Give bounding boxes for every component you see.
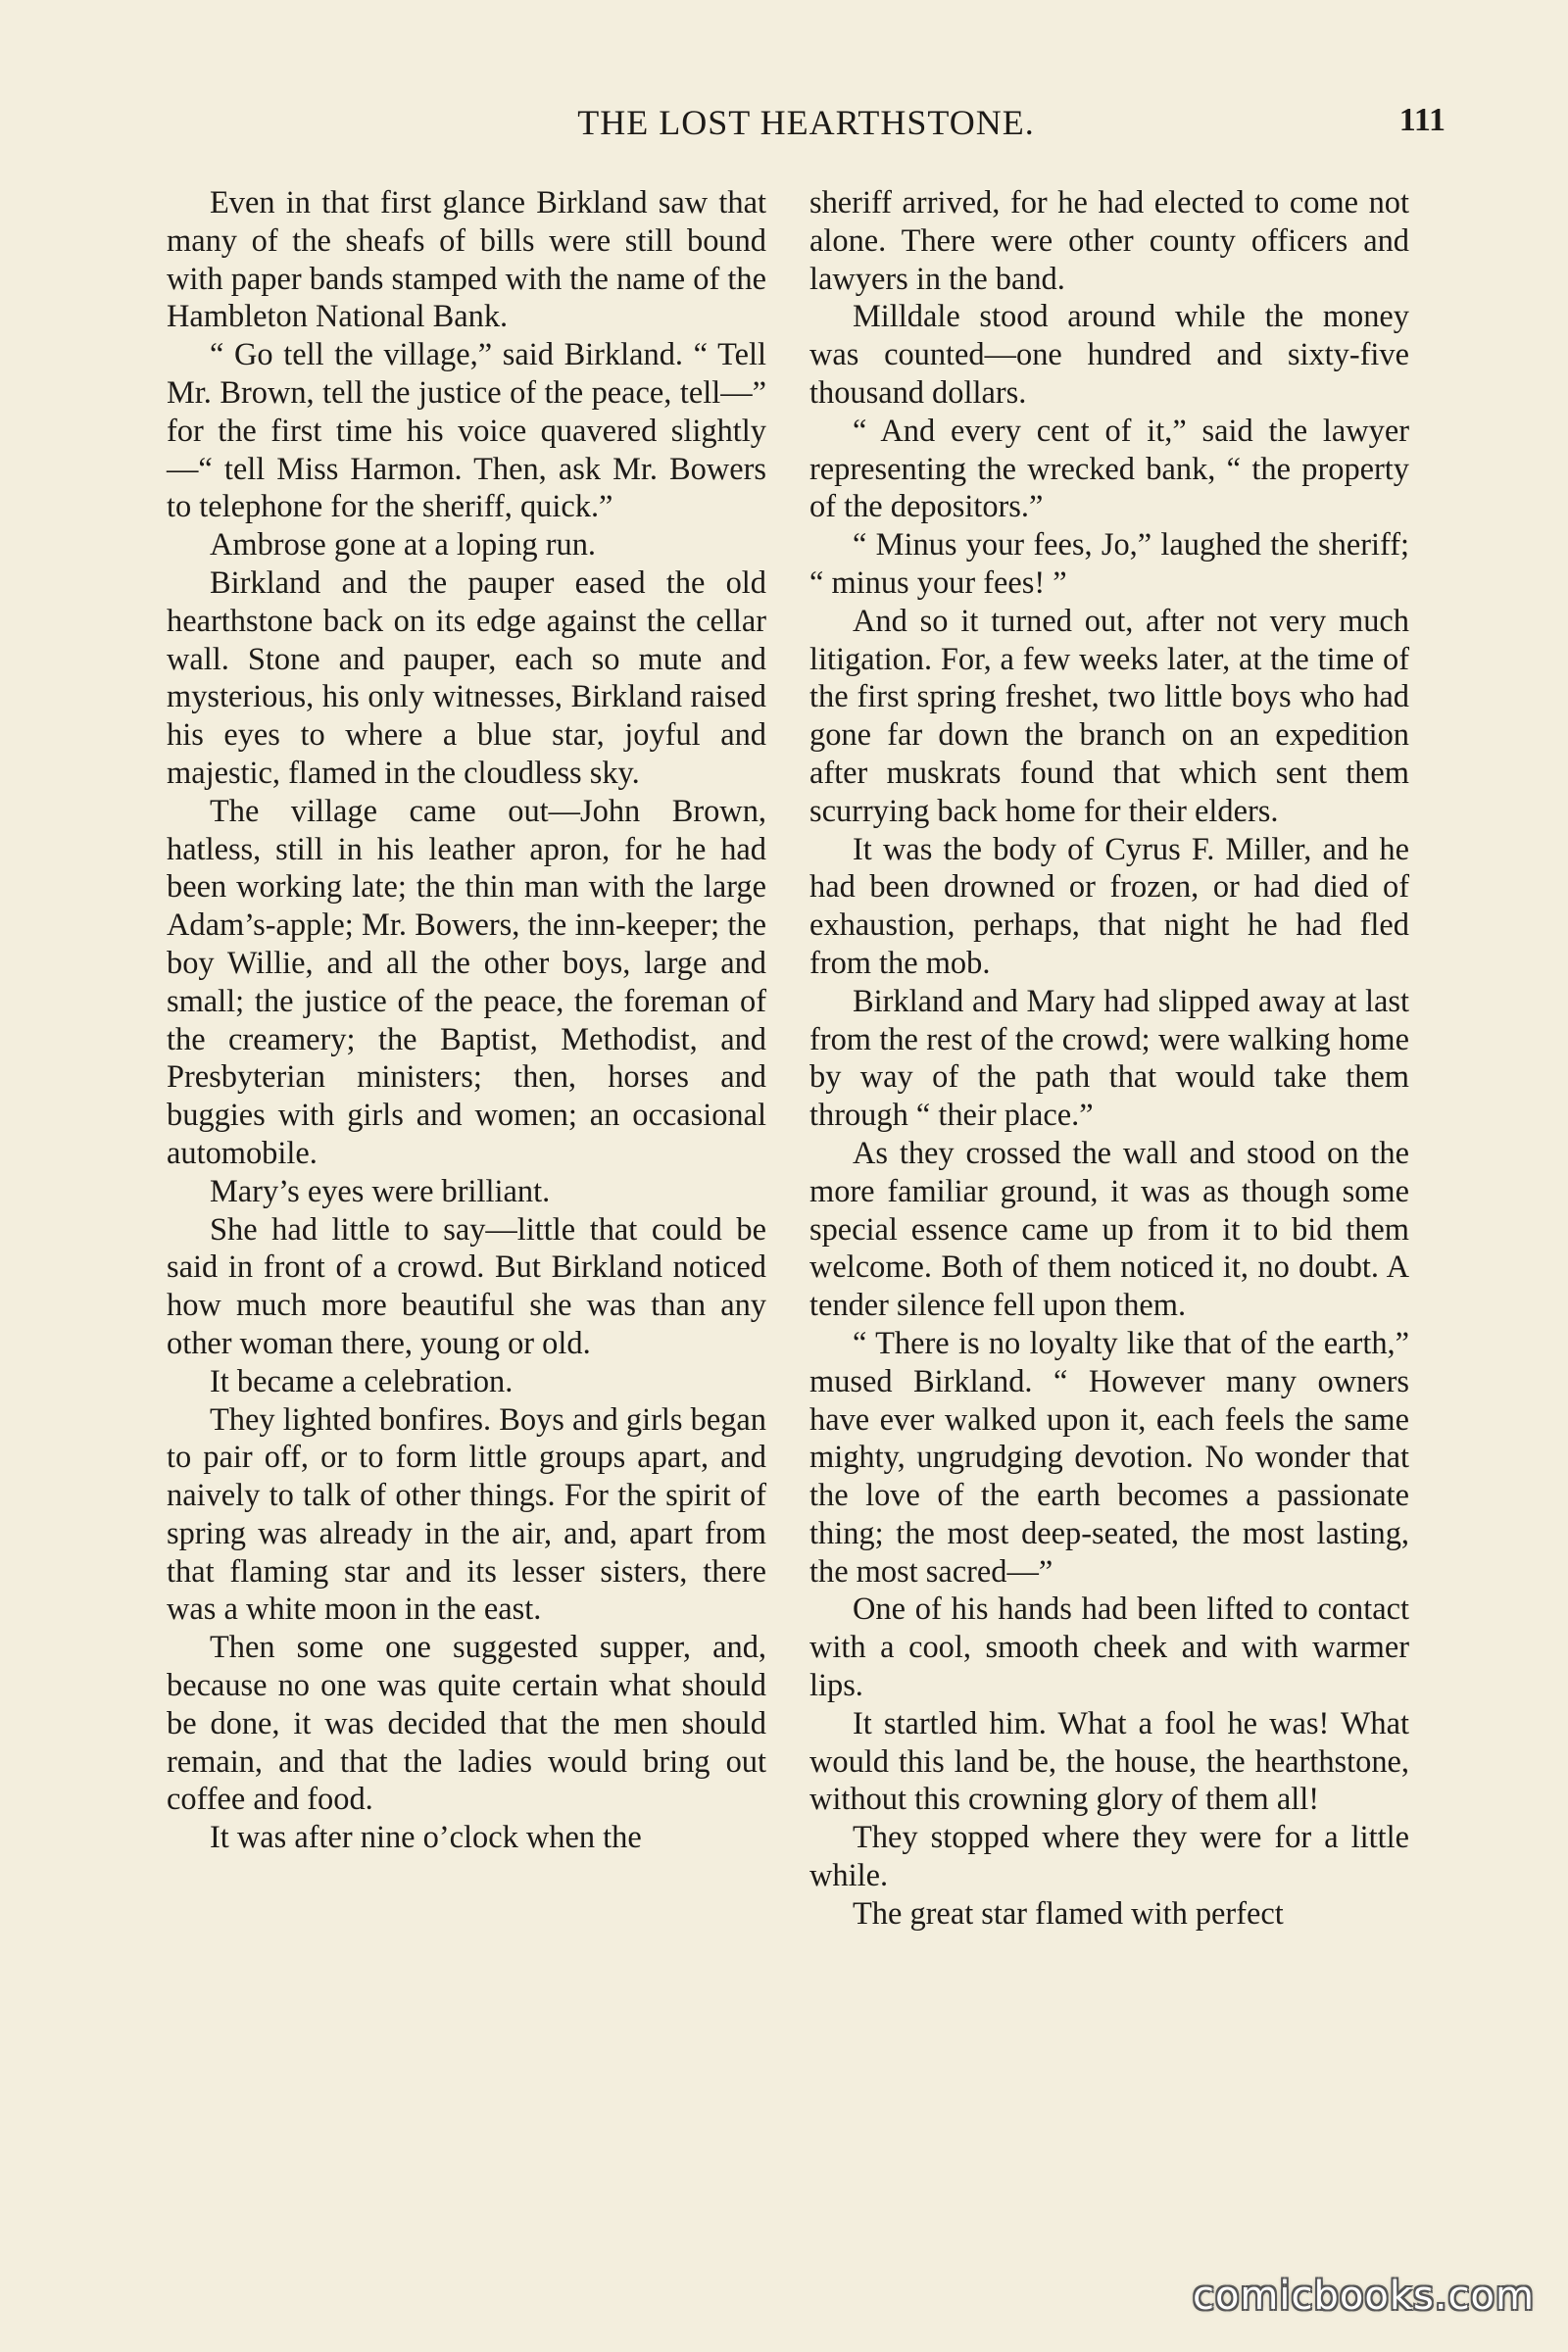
paragraph: “ Minus your fees, Jo,” laughed the sheriff; “ minus your fees! ” [809, 527, 1409, 601]
paragraph: “ And every cent of it,” said the lawyer representing the wrecked bank, “ the property of the depositors.” [809, 413, 1409, 525]
left-column [167, 184, 766, 2232]
paragraph: sheriff arrived, for he had elected to come not alone. There were other county officers and lawyers in the band. [809, 185, 1409, 297]
paragraph: The village came out—John Brown, hatless, still in his leather apron, for he had been working late; the thin man with the large Adam’s-apple; Mr. Bowers, the inn-keeper; the boy Willie, and all the other boys, large and small; the justice of the peace, the foreman of the creamery; the Baptist, Methodist, and Presbyterian ministers; then, horses and buggies with girls and women; an occasional automobile. [167, 793, 766, 1171]
paragraph: Birkland and the pauper eased the old hearthstone back on its edge against the cellar wall. Stone and pauper, each so mute and mysterious, his only witnesses, Birkland raised his eyes to where a blue star, joyful and majestic, flamed in the cloudless sky. [167, 564, 766, 791]
paragraph: Birkland and Mary had slipped away at last from the rest of the crowd; were walking home by way of the path that would take them through “ their place.” [809, 983, 1409, 1134]
page-header [167, 102, 1446, 149]
paragraph: Even in that first glance Birkland saw that many of the sheafs of bills were still bound with paper bands stamped with the name of the Hambleton National Bank. [167, 185, 766, 335]
paragraph: Mary’s eyes were brilliant. [210, 1173, 551, 1209]
running-title: THE LOST HEARTHSTONE. [577, 103, 1035, 142]
paragraph: It startled him. What a fool he was! What would this land be, the house, the hearthstone, without this crowning glory of them all! [809, 1705, 1409, 1818]
paragraph: They lighted bonfires. Boys and girls began to pair off, or to form little groups apart, and naively to talk of other things. For the spirit of spring was already in the air, and, apart from that flaming star and its lesser sisters, there was a white moon in the east. [167, 1401, 766, 1628]
paragraph: As they crossed the wall and stood on the more familiar ground, it was as though some special essence came up from it to bid them welcome. Both of them noticed it, no doubt. A tender silence fell upon them. [809, 1135, 1409, 1324]
right-column [809, 184, 1409, 2232]
paragraph: “ Go tell the village,” said Birkland. “ Tell Mr. Brown, tell the justice of the peace, tell—” for the first time his voice quavered slightly—“ tell Miss Harmon. Then, ask Mr. Bowers to telephone for the sheriff, quick.” [167, 337, 766, 525]
paragraph: Then some one suggested supper, and, because no one was quite certain what should be done, it was decided that the men should remain, and that the ladies would bring out coffee and food. [167, 1630, 766, 1818]
paragraph: And so it turned out, after not very much litigation. For, a few weeks later, at the time of the first spring freshet, two little boys who had gone far down the branch on an expedition after muskrats found that which sent them scurrying back home for their elders. [809, 603, 1409, 829]
paragraph: One of his hands had been lifted to contact with a cool, smooth cheek and with warmer lips. [809, 1592, 1409, 1704]
watermark: comicbooks.com [1192, 2274, 1535, 2319]
paragraph: It became a celebration. [210, 1363, 514, 1399]
paragraph: “ There is no loyalty like that of the earth,” mused Birkland. “ However many owners have ever walked upon it, each feels the same mighty, ungrudging devotion. No wonder that the love of the earth becomes a passionate thing; the most deep-seated, the most lasting, the most sacred—” [809, 1325, 1409, 1590]
paragraph: Milldale stood around while the money was counted—one hundred and sixty-five thousand dollars. [809, 299, 1409, 411]
paragraph: They stopped where they were for a little while. [809, 1820, 1409, 1894]
paragraph: Ambrose gone at a loping run. [210, 527, 597, 564]
paragraph: It was the body of Cyrus F. Miller, and he had been drowned or frozen, or had died of exhaustion, perhaps, that night he had fled from the mob. [809, 831, 1409, 981]
paragraph: The great star flamed with perfect [853, 1895, 1284, 1932]
paragraph: It was after nine o’clock when the [210, 1820, 642, 1856]
paragraph: She had little to say—little that could be said in front of a crowd. But Birkland noticed how much more beautiful she was than any other woman there, young or old. [167, 1211, 766, 1361]
page-number: 111 [1398, 102, 1446, 138]
